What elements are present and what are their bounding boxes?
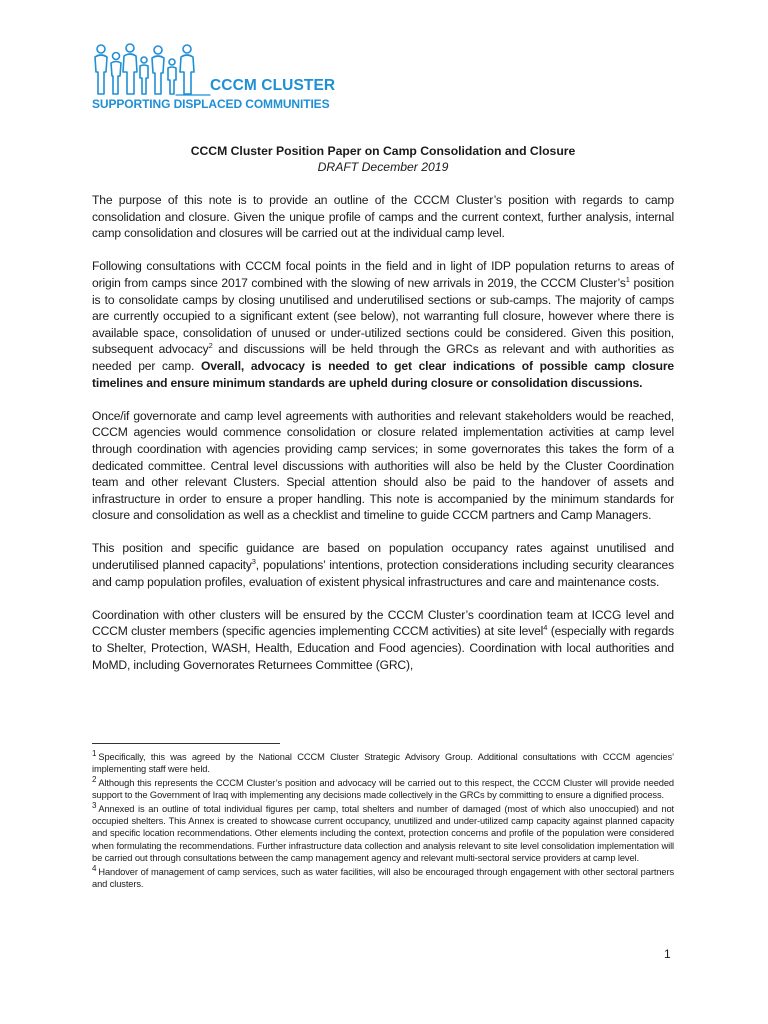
paragraph-text: Coordination with other clusters will be ensured by the CCCM Cluster’s coordination team at ICCG level and CCCM cluster members (specific agencies implementing CCCM activities) at site level (92, 607, 674, 639)
footnote-separator (92, 743, 280, 744)
paragraph-text: This position and specific guidance are based on population occupancy rates against unutilised and underutilised planned capacity (92, 541, 674, 573)
footnote-text: Handover of management of camp services, such as water facilities, will also be encouraged through engagement with other sectoral partners and clusters. (92, 866, 674, 890)
footnote-text: Specifically, this was agreed by the National CCCM Cluster Strategic Advisory Group. Additional consultations with CCCM agencies’ implementing staff were held. (92, 752, 674, 775)
footnote-number: 1 (92, 748, 97, 758)
paragraph-purpose: The purpose of this note is to provide an outline of the CCCM Cluster’s position with regards to camp consolidation and closure. Given the unique profile of camps and the current context, further analysis, internal camp consolidation and closures will be carried out at the individual camp level. (92, 193, 674, 241)
logo-title: CCCM CLUSTER (210, 77, 336, 94)
footnote (92, 800, 674, 865)
logo-subtitle: SUPPORTING DISPLACED COMMUNITIES (92, 97, 330, 111)
footnote (92, 748, 674, 776)
document-title: CCCM Cluster Position Paper on Camp Consolidation and Closure (190, 144, 576, 158)
footnote-text: Annexed is an outline of total individual figures per camp, total shelters and number of damaged (most of which also unoccupied) and not occupied shelters. This Annex is created to showcase current occupancy, unutilized and under-utilized camp capacity against planned capacity and specific location recommendations. Other elements including the context, protection concerns and profile of the population were considered when formulating the recommendations. Further infrastructure data collection and analysis relevant to site level consolidation implementation will be carried out through consultations between the camp management agency and relevant multi-sectoral service providers at camp level. (92, 803, 674, 864)
people-silhouettes-icon (92, 42, 212, 98)
paragraph-coordination (92, 607, 674, 673)
footnote-text: Although this represents the CCCM Cluster’s position and advocacy will be carried out to this respect, the CCCM Cluster will provide needed support to the Government of Iraq with implementing any decisions made collectively in the GRCs by committing to ensure a dignified process. (92, 777, 674, 801)
paragraph-guidance-basis (92, 540, 674, 590)
paragraph-text: , populations’ intentions, protection considerations including security clearances and camp population profiles, evaluation of existent physical infrastructures and care and maintenance costs. (92, 558, 674, 589)
footnote (92, 863, 674, 891)
paragraph-text: Following consultations with CCCM focal points in the field and in light of IDP population returns to areas of origin from camps since 2017 combined with the slowing of new arrivals in 2019, the CCCM Cluster’s (92, 259, 674, 290)
footnote-ref: 2 (208, 341, 213, 351)
footnote-number: 2 (92, 774, 97, 784)
footnote-ref: 1 (625, 274, 630, 284)
paragraph-text: (especially with regards to Shelter, Protection, WASH, Health, Education and Food agencies). Coordination with local authorities and MoMD, including Governorates Returnees Committee (GRC), (92, 624, 674, 672)
paragraph-implementation: Once/if governorate and camp level agreements with authorities and relevant stakeholders would be reached, CCCM agencies would commence consolidation or closure related implementation activities at camp level through coordination with agencies providing camp services; in some governorates this takes the form of a dedicated committee. Central level discussions with authorities will also be held by the Cluster Coordination team and other relevant Clusters. Special attention should also be paid to the handover of assets and infrastructure in order to ensure a proper handling. This note is accompanied by the minimum standards for closure and consolidation as well as a checklist and timeline to guide CCCM partners and Camp Managers. (92, 408, 674, 523)
cccm-cluster-logo (92, 42, 336, 114)
page-number: 1 (664, 947, 671, 961)
footnotes (92, 748, 674, 891)
footnote-number: 3 (92, 800, 97, 810)
footnote-number: 4 (92, 863, 97, 873)
paragraph-text: and discussions will be held through the GRCs as relevant and with authorities as needed per camp. (92, 342, 674, 373)
footnote-ref: 3 (251, 557, 256, 567)
paragraph-text: position is to consolidate camps by closing unutilised and underutilised sections or sub-camps. The majority of camps are currently occupied to a significant extent (see below), not warranting full closure, however where there is available space, consolidation of unused or under-utilized sections could be considered. Given this position, subsequent advocacy (92, 275, 674, 357)
footnote (92, 774, 674, 802)
footnote-ref: 4 (543, 623, 548, 633)
document-subtitle: DRAFT December 2019 (317, 160, 449, 174)
document-body (92, 192, 674, 690)
paragraph-bold-text: Overall, advocacy is needed to get clear indications of possible camp closure timelines and ensure minimum standards are upheld during closure or consolidation discussions. (92, 358, 674, 390)
document-title-block (92, 143, 674, 175)
paragraph-position (92, 258, 674, 391)
